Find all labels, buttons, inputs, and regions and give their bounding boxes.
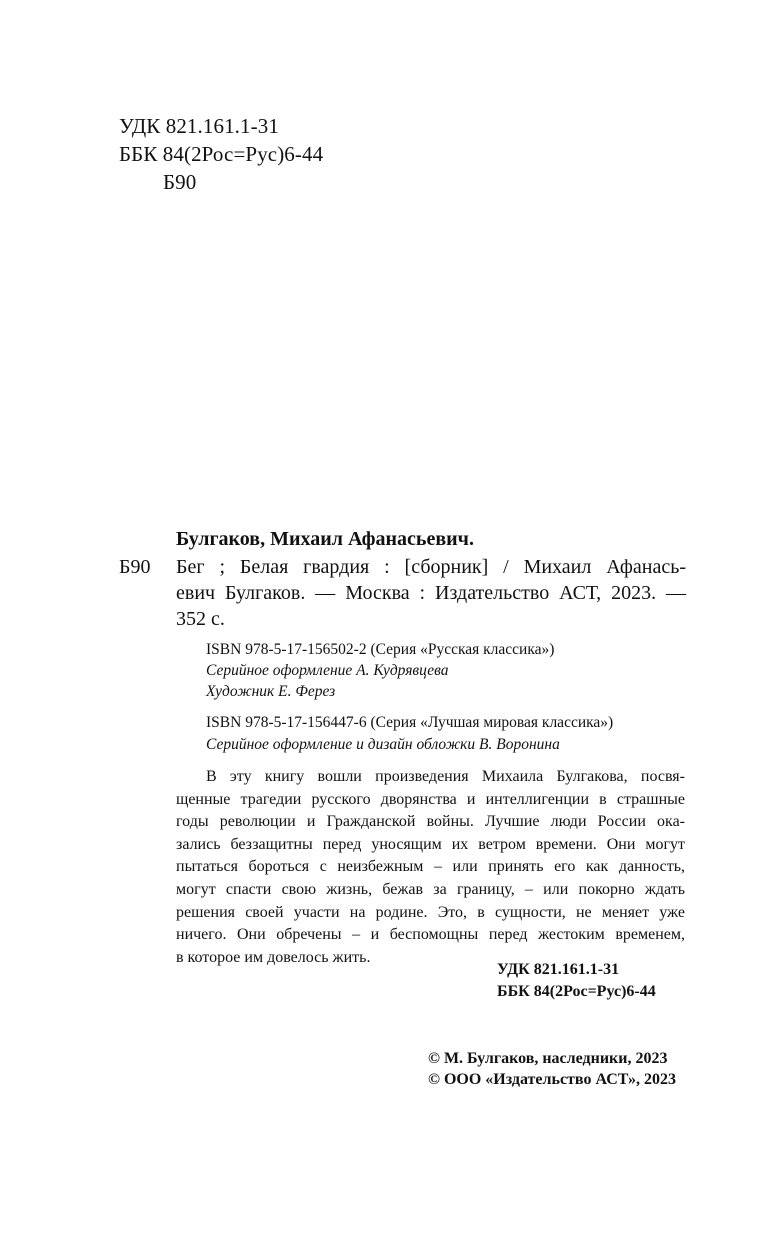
title-line-1: Бег ; Белая гвардия : [сборник] / Михаил Афанась-: [176, 556, 686, 578]
copyright-publisher: © ООО «Издательство АСТ», 2023: [428, 1071, 677, 1088]
artist-credit: Художник Е. Ферез: [206, 683, 336, 700]
annotation-line: могут спасти свою жизнь, бежав за границу, – или покорно ждать: [176, 880, 685, 898]
author-heading: Булгаков, Михаил Афанасьевич.: [176, 528, 474, 550]
bbk-bottom: ББК 84(2Рос=Рус)6-44: [497, 983, 656, 1000]
annotation-line: щенные трагедии русского дворянства и интеллигенции в страшные: [176, 790, 685, 808]
series-design-2: Серийное оформление и дизайн обложки В. Воронина: [206, 736, 560, 753]
annotation-line: годы революции и Гражданской войны. Лучшие люди России ока-: [176, 813, 685, 831]
annotation-line: пытаться бороться с неизбежным – или принять его как данность,: [176, 858, 685, 876]
annotation-line: в которое им довелось жить.: [176, 948, 371, 966]
annotation: [176, 766, 685, 969]
udk-bottom: УДК 821.161.1-31: [497, 961, 620, 978]
title-line-2: евич Булгаков. — Москва : Издательство АСТ, 2023. —: [176, 582, 686, 604]
isbn-1: ISBN 978-5-17-156502-2 (Серия «Русская классика»): [206, 641, 555, 658]
author-mark-top: Б90: [163, 170, 197, 194]
annotation-line: решения своей участи на родине. Это, в сущности, не меняет уже: [176, 903, 685, 921]
annotation-line: В эту книгу вошли произведения Михаила Булгакова, посвя-: [206, 768, 685, 785]
isbn-2: ISBN 978-5-17-156447-6 (Серия «Лучшая мировая классика»): [206, 714, 614, 731]
series-design-1: Серийное оформление А. Кудрявцева: [206, 662, 449, 679]
bbk-top: ББК 84(2Рос=Рус)6-44: [119, 142, 324, 166]
udk-top: УДК 821.161.1-31: [119, 114, 279, 138]
annotation-line: зались беззащитны перед уносящим их ветром времени. Они могут: [176, 835, 685, 853]
title-line-3: 352 с.: [176, 608, 225, 630]
copyright-author: © М. Булгаков, наследники, 2023: [428, 1050, 668, 1067]
annotation-line: ничего. Они обречены – и беспомощны перед жестоким временем,: [176, 926, 685, 944]
author-mark: Б90: [119, 556, 151, 578]
